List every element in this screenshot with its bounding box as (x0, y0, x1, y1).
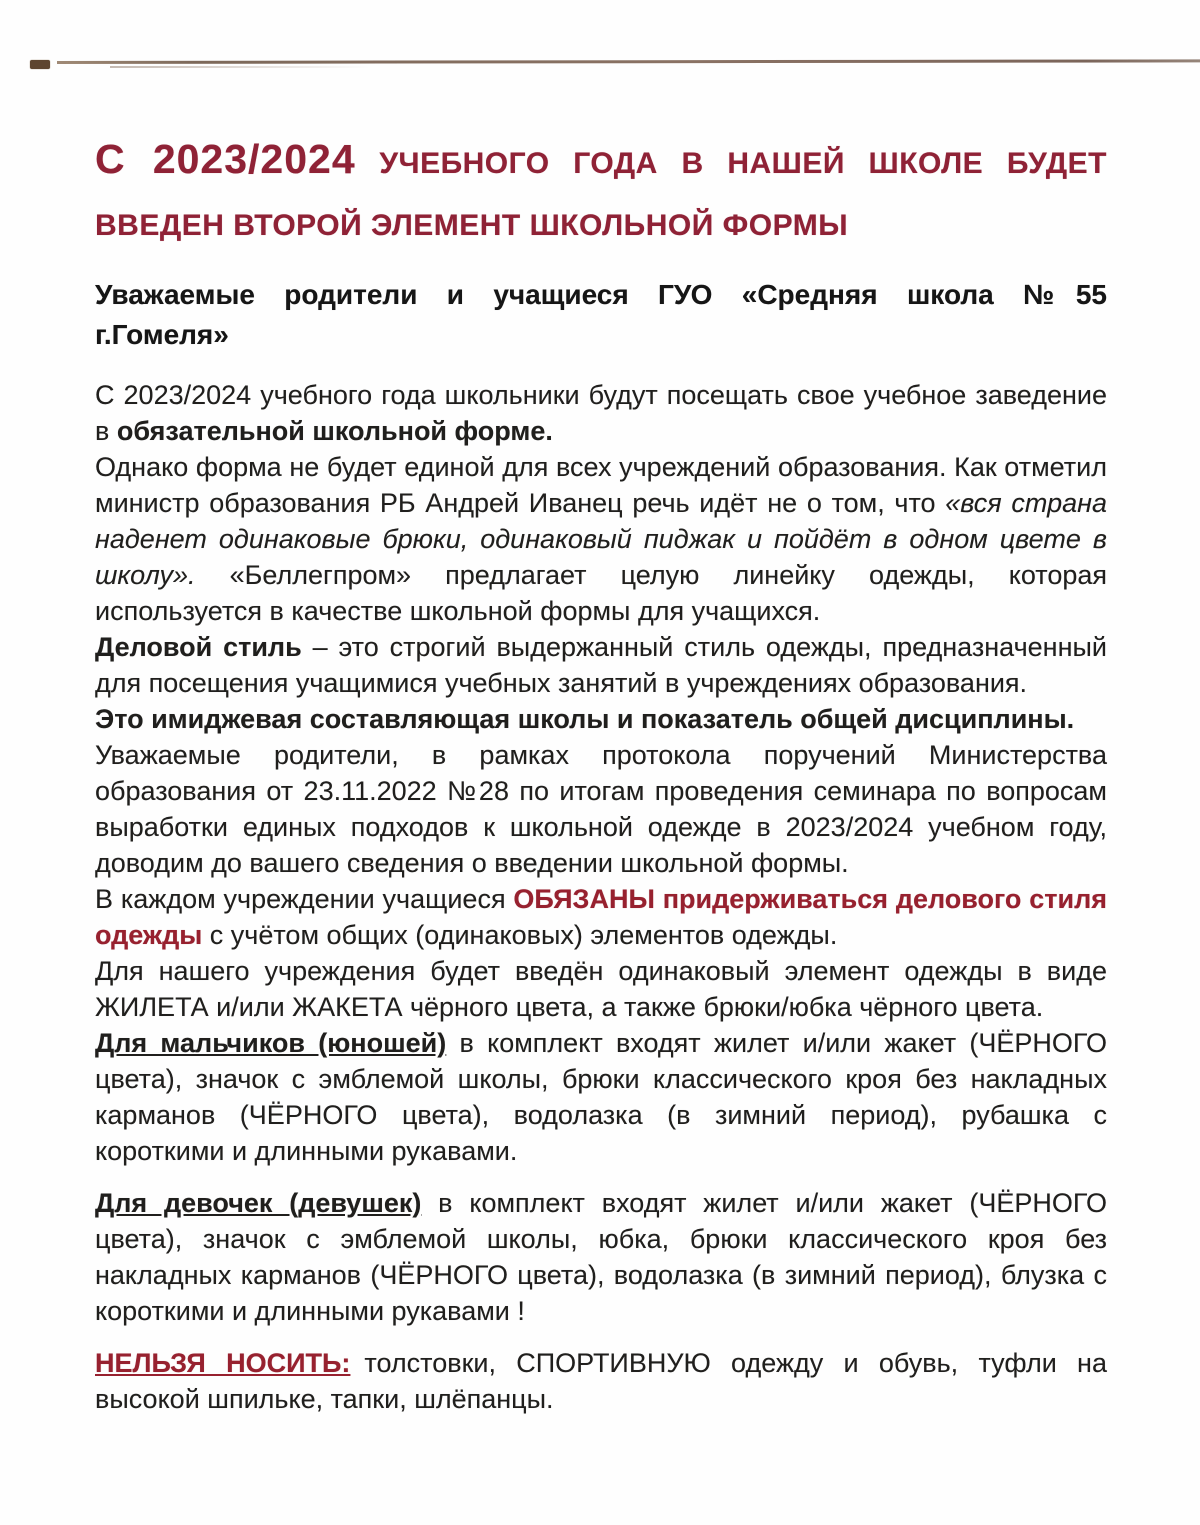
paragraph-intro (95, 377, 1107, 449)
business-style-bold: Деловой стиль (95, 632, 302, 662)
paragraph-minister-quote (95, 449, 1107, 629)
obligation-text-2: с учётом общих (одинаковых) элементов одежды. (202, 920, 838, 950)
intro-bold-emphasis: обязательной школьной форме. (116, 416, 553, 446)
minister-text-1: Однако форма не будет единой для всех учреждений образования. Как отметил министр образования РБ Андрей Иванец речь идёт не о том, что (95, 452, 1107, 518)
obligation-text-1: В каждом учреждении учащиеся (95, 884, 514, 914)
business-style-text: – это строгий выдержанный стиль одежды, предназначенный для посещения учащимися учебных занятий в учреждениях образования. (95, 632, 1107, 698)
scan-horizontal-rule (57, 59, 1200, 64)
paragraph-business-style (95, 629, 1107, 701)
girls-underlined-lead: Для девочек (девушек) (95, 1188, 422, 1218)
document-content (95, 128, 1107, 1417)
boys-set-text: в комплект входят жилет и/или жакет (ЧЁРНОГО цвета), значок с эмблемой школы, брюки классического кроя без накладных карманов (ЧЁРНОГО цвета), водолазка (в зимний период), рубашка с короткими и длинными рукавами. (95, 1028, 1107, 1166)
paragraph-girls-set (95, 1185, 1107, 1329)
title-line-1 (95, 128, 1107, 195)
greeting-line-2: г.Гомеля» (95, 319, 229, 350)
forbidden-underlined-lead: НЕЛЬЗЯ НОСИТЬ: (95, 1348, 351, 1378)
paragraph-forbidden (95, 1345, 1107, 1417)
paragraph-image-component: Это имиджевая составляющая школы и показатель общей дисциплины. (95, 704, 1075, 734)
paragraph-protocol: Уважаемые родители, в рамках протокола поручений Министерства образования от 23.11.2022 №28 по итогам проведения семинара по вопросам выработки единых подходов к школьной одежде в 2023/2024 учебном году, доводим до вашего сведения о введении школьной формы. (95, 740, 1107, 878)
title-lead-year: С 2023/2024 (95, 136, 356, 182)
forbidden-list-text: толстовки, СПОРТИВНУЮ одежду и обувь, туфли на высокой шпильке, тапки, шлёпанцы. (95, 1348, 1107, 1414)
document-title (95, 128, 1107, 257)
obligation-red-emphasis: ОБЯЗАНЫ придерживаться делового стиля одежды (95, 884, 1107, 950)
greeting-heading (95, 275, 1107, 355)
paragraph-obligation (95, 881, 1107, 953)
scan-dash-mark (30, 60, 50, 69)
scan-rule-shadow (110, 66, 370, 68)
girls-set-text: в комплект входят жилет и/или жакет (ЧЁРНОГО цвета), значок с эмблемой школы, юбка, брюки классического кроя без накладных карманов (ЧЁРНОГО цвета), водолазка (в зимний период), блузка с короткими и длинными рукавами ! (95, 1188, 1107, 1326)
title-line-2: ВВЕДЕН ВТОРОЙ ЭЛЕМЕНТ ШКОЛЬНОЙ ФОРМЫ (95, 209, 849, 242)
paragraph-boys-set (95, 1025, 1107, 1169)
intro-text: С 2023/2024 учебного года школьники будут посещать свое учебное заведение в (95, 380, 1107, 446)
minister-text-2: «Беллегпром» предлагает целую линейку одежды, которая используется в качестве школьной формы для учащихся. (95, 560, 1107, 626)
paragraph-uniform-element: Для нашего учреждения будет введён одинаковый элемент одежды в виде ЖИЛЕТА и/или ЖАКЕТА чёрного цвета, а также брюки/юбка чёрного цвета. (95, 956, 1107, 1022)
boys-underlined-lead: Для мальчиков (юношей) (95, 1028, 447, 1058)
greeting-line-1: Уважаемые родители и учащиеся ГУО «Средняя школа №55 (95, 279, 1107, 310)
title-line1-rest: УЧЕБНОГО ГОДА В НАШЕЙ ШКОЛЕ БУДЕТ (379, 147, 1107, 180)
minister-quote-italic: «вся страна наденет одинаковые брюки, одинаковый пиджак и пойдёт в одном цвете в школу». (95, 488, 1107, 590)
